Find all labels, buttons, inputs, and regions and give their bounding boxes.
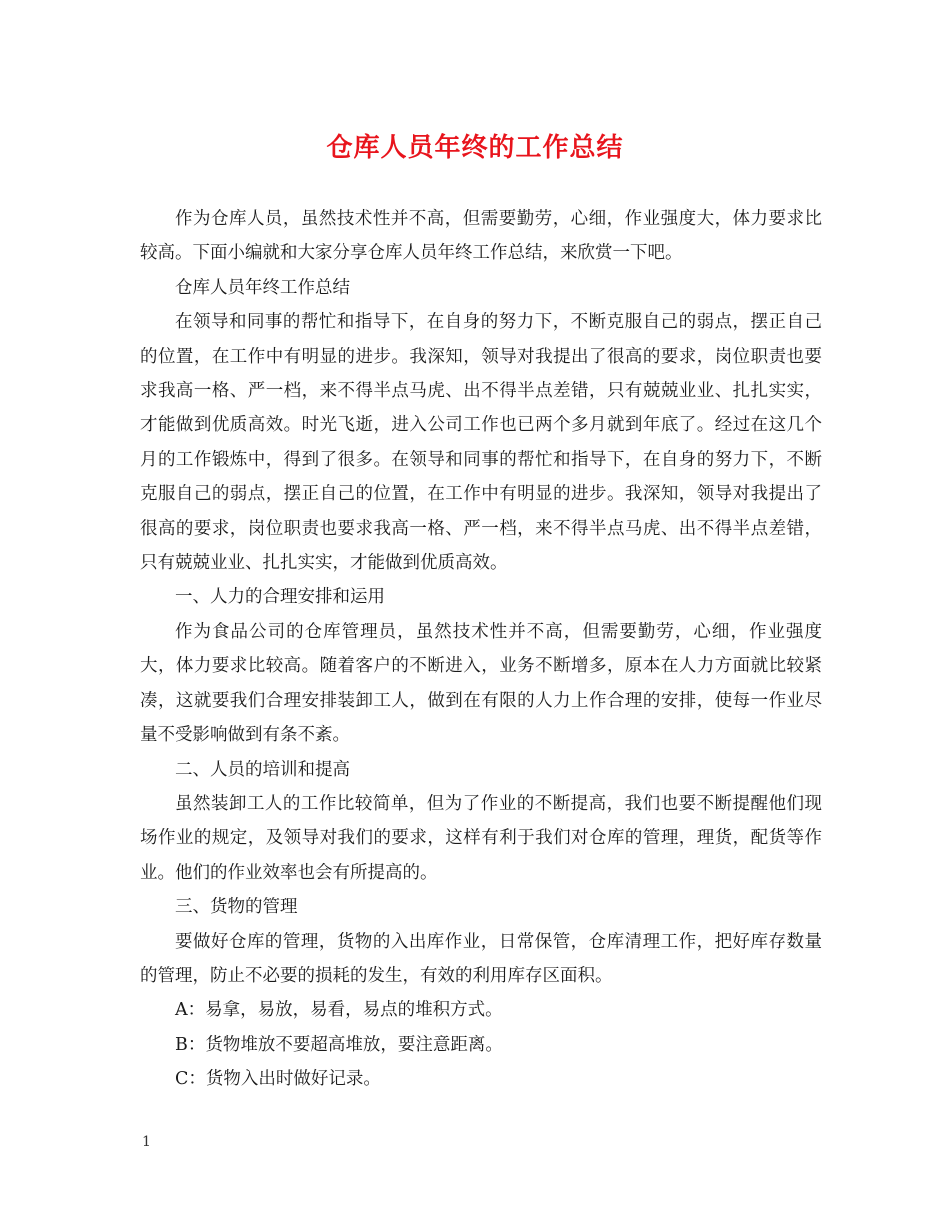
list-item-a: A：易拿，易放，易看，易点的堆积方式。 (175, 1000, 503, 1021)
list-item-b: B：货物堆放不要超高堆放，要注意距离。 (175, 1034, 503, 1055)
body-paragraph: 要做好仓库的管理，货物的入出库作业，日常保管，仓库清理工作，把好库存数量的管理，防止不必要的损耗的发生，有效的利用库存区面积。 (140, 931, 822, 986)
document-body (140, 202, 822, 1097)
section-heading-1: 一、人力的合理安排和运用 (175, 587, 385, 608)
section-heading-3: 三、货物的管理 (175, 897, 298, 918)
page-number: 1 (142, 1134, 151, 1150)
list-item-c: C：货物入出时做好记录。 (175, 1069, 381, 1090)
body-paragraph: 虽然装卸工人的工作比较简单，但为了作业的不断提高，我们也要不断提醒他们现场作业的规定，及领导对我们的要求，这样有利于我们对仓库的管理，理货，配货等作业。他们的作业效率也会有所提高的。 (140, 793, 822, 883)
document-title: 仓库人员年终的工作总结 (326, 133, 624, 163)
body-paragraph: 在领导和同事的帮忙和指导下，在自身的努力下，不断克服自己的弱点，摆正自己的位置，在工作中有明显的进步。我深知，领导对我提出了很高的要求，岗位职责也要求我高一格、严一档，来不得半点马虎、出不得半点差错，只有兢兢业业、扎扎实实，才能做到优质高效。时光飞逝，进入公司工作也已两个多月就到年底了。经过在这几个月的工作锻炼中，得到了很多。在领导和同事的帮忙和指导下，在自身的努力下，不断克服自己的弱点，摆正自己的位置，在工作中有明显的进步。我深知，领导对我提出了很高的要求，岗位职责也要求我高一格、严一档，来不得半点马虎、出不得半点差错，只有兢兢业业、扎扎实实，才能做到优质高效。 (140, 312, 822, 574)
intro-paragraph: 作为仓库人员，虽然技术性并不高，但需要勤劳，心细，作业强度大，体力要求比较高。下面小编就和大家分享仓库人员年终工作总结，来欣赏一下吧。 (140, 209, 822, 264)
subtitle-paragraph: 仓库人员年终工作总结 (175, 277, 350, 298)
body-paragraph: 作为食品公司的仓库管理员，虽然技术性并不高，但需要勤劳，心细，作业强度大，体力要求比较高。随着客户的不断进入，业务不断增多，原本在人力方面就比较紧凑，这就要我们合理安排装卸工人，做到在有限的人力上作合理的安排，使每一作业尽量不受影响做到有条不紊。 (140, 621, 822, 746)
section-heading-2: 二、人员的培训和提高 (175, 759, 350, 780)
